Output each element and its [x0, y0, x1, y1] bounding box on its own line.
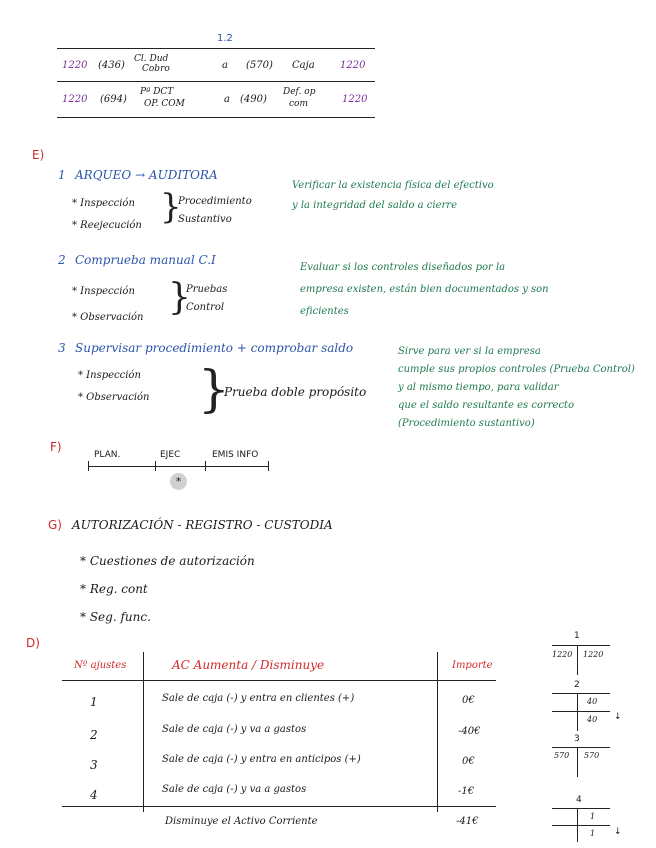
item1-brace-text-1: Sustantivo — [178, 214, 232, 225]
row1-left-amount: 1220 — [62, 60, 88, 71]
item2-bullet-0: * Inspección — [72, 286, 135, 297]
t2-subline — [552, 711, 610, 712]
item3-brace: } — [198, 360, 230, 418]
item3-note-0: Sirve para ver si la empresa — [398, 346, 541, 357]
journal-bottom-rule — [57, 117, 375, 118]
t2-vline — [577, 693, 578, 731]
section-e-label: E) — [32, 148, 45, 162]
t4-hline — [552, 808, 610, 809]
item2-brace: } — [168, 277, 191, 318]
journal-mid-rule — [57, 81, 375, 82]
row1-a: a — [222, 60, 228, 71]
item1-brace: } — [160, 187, 182, 227]
item2-brace-text-0: Pruebas — [186, 284, 228, 295]
row2-right-amount: 1220 — [342, 94, 368, 105]
item3-note-1: cumple sus propios controles (Prueba Control) — [398, 364, 635, 375]
row2-desc1 — [140, 86, 185, 110]
timeline-tick — [268, 461, 269, 471]
row1-code1: (436) — [98, 60, 125, 71]
journal-top-rule — [57, 48, 375, 49]
t3-label: 3 — [574, 734, 580, 744]
section-f-label: F) — [50, 440, 62, 454]
item1-bullet-1: * Reejecución — [72, 220, 142, 231]
timeline-label-plan: PLAN. — [94, 450, 121, 460]
row-3-amount: 0€ — [462, 756, 475, 767]
row1-right-amount: 1220 — [340, 60, 366, 71]
t1-vline — [577, 645, 578, 675]
row-4-n: 4 — [90, 788, 98, 802]
t3-left: 570 — [554, 751, 570, 760]
t2-hline — [552, 693, 610, 694]
row2-desc2 — [283, 86, 315, 110]
item2-title: Comprueba manual C.I — [75, 253, 216, 267]
table-col-divider — [437, 652, 438, 812]
t4-arrow-icon: ↓ — [614, 827, 622, 837]
t1-label: 1 — [574, 631, 580, 641]
table-total-rule — [62, 806, 496, 807]
item2-brace-text-1: Control — [186, 302, 225, 313]
t3-hline — [552, 747, 610, 748]
section-g-bullet-0: * Cuestiones de autorización — [80, 554, 255, 568]
row-1-desc: Sale de caja (-) y entra en clientes (+) — [162, 693, 355, 704]
row2-left-amount: 1220 — [62, 94, 88, 105]
item1-bullet-0: * Inspección — [72, 198, 135, 209]
t1-left: 1220 — [552, 650, 573, 659]
section-d-label: D) — [26, 636, 40, 650]
row2-desc2a: Def. op — [283, 87, 316, 97]
row-3-desc: Sale de caja (-) y entra en anticipos (+) — [162, 754, 361, 765]
row-2-desc: Sale de caja (-) y va a gastos — [162, 724, 307, 735]
t4-label: 4 — [576, 795, 582, 805]
t4-right: 1 — [590, 812, 596, 821]
item3-title: Supervisar procedimiento + comprobar saldo — [75, 341, 354, 355]
row-4-desc: Sale de caja (-) y va a gastos — [162, 784, 307, 795]
row-3-n: 3 — [90, 758, 98, 772]
timeline-tick — [155, 461, 156, 471]
row1-desc1b: Cobro — [142, 64, 170, 74]
item2-note-1: empresa existen, están bien documentados y son — [300, 284, 549, 295]
item3-bullet-1: * Observación — [78, 392, 150, 403]
t2-right2: 40 — [587, 715, 598, 724]
header-importe: Importe — [452, 660, 493, 671]
table-header-rule — [62, 680, 496, 681]
header-ac: AC Aumenta / Disminuye — [172, 658, 325, 672]
item3-note-3: que el saldo resultante es correcto — [398, 400, 575, 411]
row-4-amount: -1€ — [458, 786, 475, 797]
row2-a: a — [224, 94, 230, 105]
row2-desc1a: Pª DCT — [140, 87, 174, 97]
section-g-bullet-1: * Reg. cont — [80, 582, 148, 596]
row2-desc2b: com — [289, 99, 308, 109]
timeline-marker: * — [170, 473, 187, 490]
section-g-label: G) — [48, 518, 62, 532]
timeline-label-emis: EMIS INFO — [212, 450, 259, 460]
t4-subline — [552, 825, 610, 826]
timeline-tick — [205, 461, 206, 471]
row-1-amount: 0€ — [462, 695, 475, 706]
timeline-axis — [88, 466, 268, 467]
item2-number: 2 — [58, 253, 66, 267]
t3-vline — [577, 747, 578, 777]
row1-desc2: Caja — [292, 60, 315, 71]
item3-number: 3 — [58, 341, 66, 355]
t2-arrow-icon: ↓ — [614, 712, 622, 722]
t2-label: 2 — [574, 680, 580, 690]
t2-right: 40 — [587, 697, 598, 706]
row-1-n: 1 — [90, 695, 98, 709]
table-col-divider — [143, 652, 144, 812]
total-amount: -41€ — [456, 816, 479, 827]
journal-header: 1.2 — [217, 33, 233, 44]
row1-desc1a: Cl. Dud — [134, 54, 169, 64]
item2-note-0: Evaluar si los controles diseñados por la — [300, 262, 506, 273]
timeline-tick — [88, 461, 89, 471]
t1-hline — [552, 645, 610, 646]
timeline-label-ejec: EJEC — [160, 450, 181, 460]
t1-right: 1220 — [583, 650, 604, 659]
row-2-amount: -40€ — [458, 726, 481, 737]
row2-code1: (694) — [100, 94, 127, 105]
item3-brace-text-0: Prueba doble propósito — [224, 385, 367, 399]
row1-desc1 — [134, 54, 170, 74]
item3-note-4: (Procedimiento sustantivo) — [398, 418, 535, 429]
item1-number: 1 — [58, 168, 66, 182]
item2-bullet-1: * Observación — [72, 312, 144, 323]
item1-title: ARQUEO → AUDITORA — [75, 168, 218, 182]
item1-note-1: y la integridad del saldo a cierre — [292, 200, 457, 211]
header-n-ajustes: Nº ajustes — [74, 660, 127, 671]
item1-brace-text-0: Procedimiento — [178, 196, 252, 207]
item3-note-2: y al mismo tiempo, para validar — [398, 382, 559, 393]
total-desc: Disminuye el Activo Corriente — [165, 816, 318, 827]
item1-note-0: Verificar la existencia física del efectivo — [292, 180, 494, 191]
t4-right2: 1 — [590, 829, 596, 838]
t3-right: 570 — [584, 751, 600, 760]
section-g-bullet-2: * Seg. func. — [80, 610, 151, 624]
row2-desc1b: OP. COM — [144, 99, 185, 109]
row-2-n: 2 — [90, 728, 98, 742]
item3-bullet-0: * Inspección — [78, 370, 141, 381]
section-g-title: AUTORIZACIÓN - REGISTRO - CUSTODIA — [72, 518, 333, 532]
row2-code2: (490) — [240, 94, 267, 105]
item2-note-2: eficientes — [300, 306, 349, 317]
row1-code2: (570) — [246, 60, 273, 71]
